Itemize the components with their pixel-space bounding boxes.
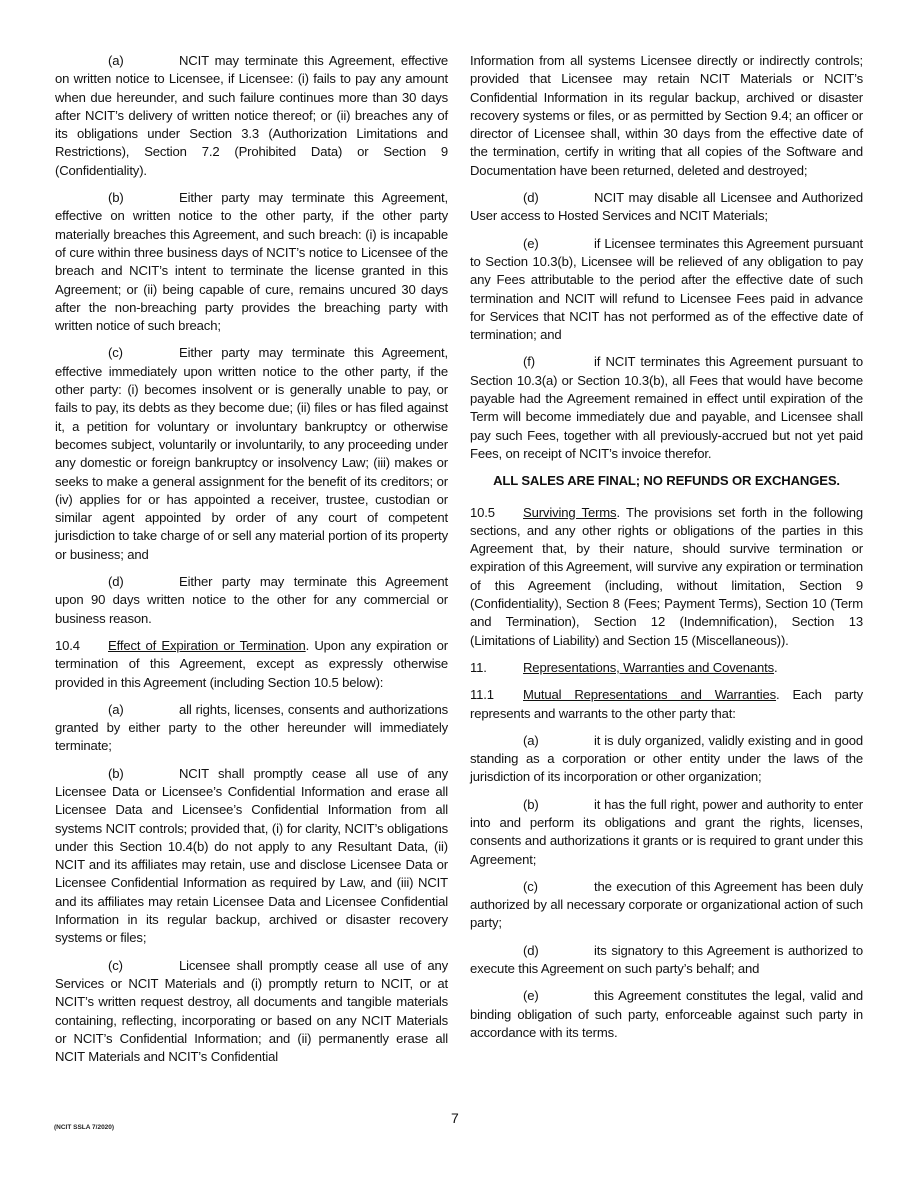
clause-label: (e) bbox=[523, 235, 539, 251]
section-heading: Representations, Warranties and Covenants bbox=[523, 659, 775, 675]
right-column bbox=[470, 52, 863, 1051]
clause-10-4-b bbox=[55, 765, 448, 948]
section-heading: Mutual Representations and Warranties bbox=[523, 687, 777, 703]
clause-text: Either party may terminate this Agreement upon 90 days written notice to the other for any commercial or business reason. bbox=[55, 574, 448, 626]
clause-text: if Licensee terminates this Agreement pursuant to Section 10.3(b), Licensee will be relieved of any obligation to pay any Fees attributable to the period after the effective date of such termination and NCIT will refund to Licensee Fees paid in advance for Services that NCIT has not performed as of the effective date of termination; and bbox=[470, 235, 863, 343]
clause-text: it is duly organized, validly existing and in good standing as a corporation or other entity under the laws of the jurisdiction of its incorporation or other organization; bbox=[470, 732, 863, 785]
clause-11-1-e bbox=[470, 987, 863, 1042]
section-text: . Upon any expiration or termination of this Agreement, except as expressly otherwise provided in this Agreement (including Section 10.5 below): bbox=[55, 637, 448, 690]
clause-10-4-c bbox=[55, 957, 448, 1067]
clause-label: (b) bbox=[108, 190, 124, 206]
clause-11-1-d bbox=[470, 942, 863, 979]
section-11-1 bbox=[470, 686, 863, 723]
clause-text: this Agreement constitutes the legal, valid and binding obligation of such party, enforceable against such party in accordance with its terms. bbox=[470, 988, 863, 1040]
clause-label: (c) bbox=[108, 957, 123, 973]
section-number: 10.5 bbox=[470, 504, 495, 520]
section-11 bbox=[470, 659, 863, 677]
clause-text: the execution of this Agreement has been duly authorized by all necessary corporate or organizational action of such party; bbox=[470, 878, 863, 931]
clause-10-4-d bbox=[470, 189, 863, 226]
section-number: 11.1 bbox=[470, 687, 494, 703]
clause-text: Either party may terminate this Agreement, effective on written notice to the other party, if the other party materially breaches this Agreement, and such breach: (i) is incapable of cure within three business days of NCIT’s notice to Licensee of the breach and NCIT’s intent to terminate the license granted in this Agreement; or (ii) being capable of cure, remains uncured 30 days after the non-breaching party provides the breaching party with written notice of such breach; bbox=[55, 190, 448, 334]
clause-11-1-b bbox=[470, 796, 863, 869]
clause-11-1-c bbox=[470, 878, 863, 933]
clause-label: (a) bbox=[108, 701, 124, 717]
clause-10-4-f bbox=[470, 353, 863, 463]
clause-label: (f) bbox=[523, 354, 535, 370]
section-text: . Each party represents and warrants to the other party that: bbox=[470, 687, 863, 721]
clause-10-4-c-continued bbox=[470, 52, 863, 180]
clause-10-4-a bbox=[55, 701, 448, 756]
section-10-4 bbox=[55, 637, 448, 692]
clause-text: if NCIT terminates this Agreement pursuant to Section 10.3(a) or Section 10.3(b), all Fees that would have become payable had the Agreement remained in effect until expiration of the Term will become immediately due and payable, and Licensee shall pay such Fees, together with all previously-accrued but not yet paid Fees, on receipt of NCIT’s invoice therefor. bbox=[470, 354, 863, 461]
clause-11-1-a bbox=[470, 732, 863, 787]
clause-10-3-d bbox=[55, 573, 448, 628]
sales-final-notice: ALL SALES ARE FINAL; NO REFUNDS OR EXCHANGES. bbox=[493, 473, 840, 489]
clause-label: (d) bbox=[523, 190, 539, 206]
section-10-5 bbox=[470, 504, 863, 650]
clause-label: (b) bbox=[523, 796, 539, 812]
clause-label: (a) bbox=[108, 53, 124, 68]
clause-10-4-e bbox=[470, 235, 863, 345]
clause-label: (e) bbox=[523, 988, 539, 1004]
clause-label: (c) bbox=[523, 878, 538, 894]
clause-text: NCIT may disable all Licensee and Authorized User access to Hosted Services and NCIT Materials; bbox=[470, 190, 863, 224]
clause-label: (d) bbox=[108, 574, 124, 590]
clause-10-3-a bbox=[55, 52, 448, 180]
section-number: 10.4 bbox=[55, 637, 80, 653]
clause-text: NCIT shall promptly cease all use of any Licensee Data or Licensee’s Confidential Information and erase all Licensee Data and Licensee’s Confidential Information from all systems NCIT controls; provided that, (i) for clarity, NCIT’s obligations under this Section 10.4(b) do not apply to any Resultant Data, (ii) NCIT and its affiliates may retain, use and disclose Licensee Data or Licensee Confidential Information as required by Law, and (iii) NCIT and its affiliates may retain Licensee Data and Licensee Confidential Information in its regular backup, archived or disaster recovery systems or files; bbox=[55, 765, 448, 946]
clause-label: (d) bbox=[523, 942, 539, 958]
document-code: (NCIT SSLA 7/2020) bbox=[54, 1124, 115, 1131]
clause-label: (c) bbox=[108, 345, 123, 361]
left-column bbox=[55, 52, 448, 1075]
clause-10-3-c bbox=[55, 344, 448, 564]
clause-text: Information from all systems Licensee directly or indirectly controls; provided that Licensee may retain NCIT Materials or NCIT’s Confidential Information in its regular backup, archived or disaster recovery systems or files, or as permitted by Section 9.4; an officer or director of Licensee shall, within 30 days from the effective date of the termination, certify in writing that all copies of the Software and Documentation have been returned, deleted and destroyed; bbox=[470, 53, 863, 178]
clause-text: Licensee shall promptly cease all use of any Services or NCIT Materials and (i) promptly return to NCIT, or at NCIT’s written request destroy, all documents and tangible materials containing, reflecting, incorporating or based on any NCIT Materials or NCIT’s Confidential Information; and (ii) permanently erase all NCIT Materials and NCIT’s Confidential bbox=[55, 957, 448, 1065]
clause-text: it has the full right, power and authority to enter into and perform its obligations and grant the rights, licenses, consents and authorizations it grants or is required to grant under this Agreement; bbox=[470, 796, 863, 867]
page-number: 7 bbox=[451, 1110, 459, 1126]
clause-text: its signatory to this Agreement is authorized to execute this Agreement on such party’s behalf; and bbox=[470, 942, 863, 977]
section-heading: Surviving Terms bbox=[523, 504, 617, 520]
clause-label: (a) bbox=[523, 732, 539, 748]
section-number: 11. bbox=[470, 659, 487, 675]
clause-10-3-b bbox=[55, 189, 448, 335]
clause-text: Either party may terminate this Agreement, effective immediately upon written notice to the other party, if the other party: (i) becomes insolvent or is generally unable to pay, or fails to pay, its debts as they become due; (ii) files or has filed against it, a petition for voluntary or involuntary bankruptcy or otherwise becomes subject, voluntarily or involuntarily, to any proceeding under any domestic or foreign bankruptcy or insolvency Law; (iii) makes or seeks to make a general assignment for the benefit of its creditors; or (iv) applies for or has appointed a receiver, trustee, custodian or similar agent appointed by order of any court of competent jurisdiction to take charge of or sell any material portion of its property or business; and bbox=[55, 345, 448, 562]
section-heading: Effect of Expiration or Termination bbox=[108, 637, 306, 653]
clause-text: NCIT may terminate this Agreement, effective on written notice to Licensee, if Licensee: (i) fails to pay any amount when due hereunder, and such failure continues more than 30 days after NCIT’s delivery of written notice thereof; or (ii) breaches any of its obligations under Section 3.3 (Authorization Limitations and Restrictions), Section 7.2 (Prohibited Data) or Section 9 (Confidentiality). bbox=[55, 53, 448, 178]
clause-label: (b) bbox=[108, 765, 124, 781]
section-text: . The provisions set forth in the following sections, and any other rights or obligations of the parties in this Agreement that, by their nature, should survive termination or expiration of this Agreement, will survive any expiration or termination of this Agreement (including, without limitation, Section 9 (Confidentiality), Section 8 (Fees; Payment Terms), Section 10 (Term and Termination), Section 12 (Indemnification), Section 13 (Limitations of Liability) and Section 15 (Miscellaneous)). bbox=[470, 504, 863, 648]
section-text: . bbox=[774, 659, 778, 675]
clause-text: all rights, licenses, consents and authorizations granted by either party to the other hereunder will immediately terminate; bbox=[55, 701, 448, 754]
